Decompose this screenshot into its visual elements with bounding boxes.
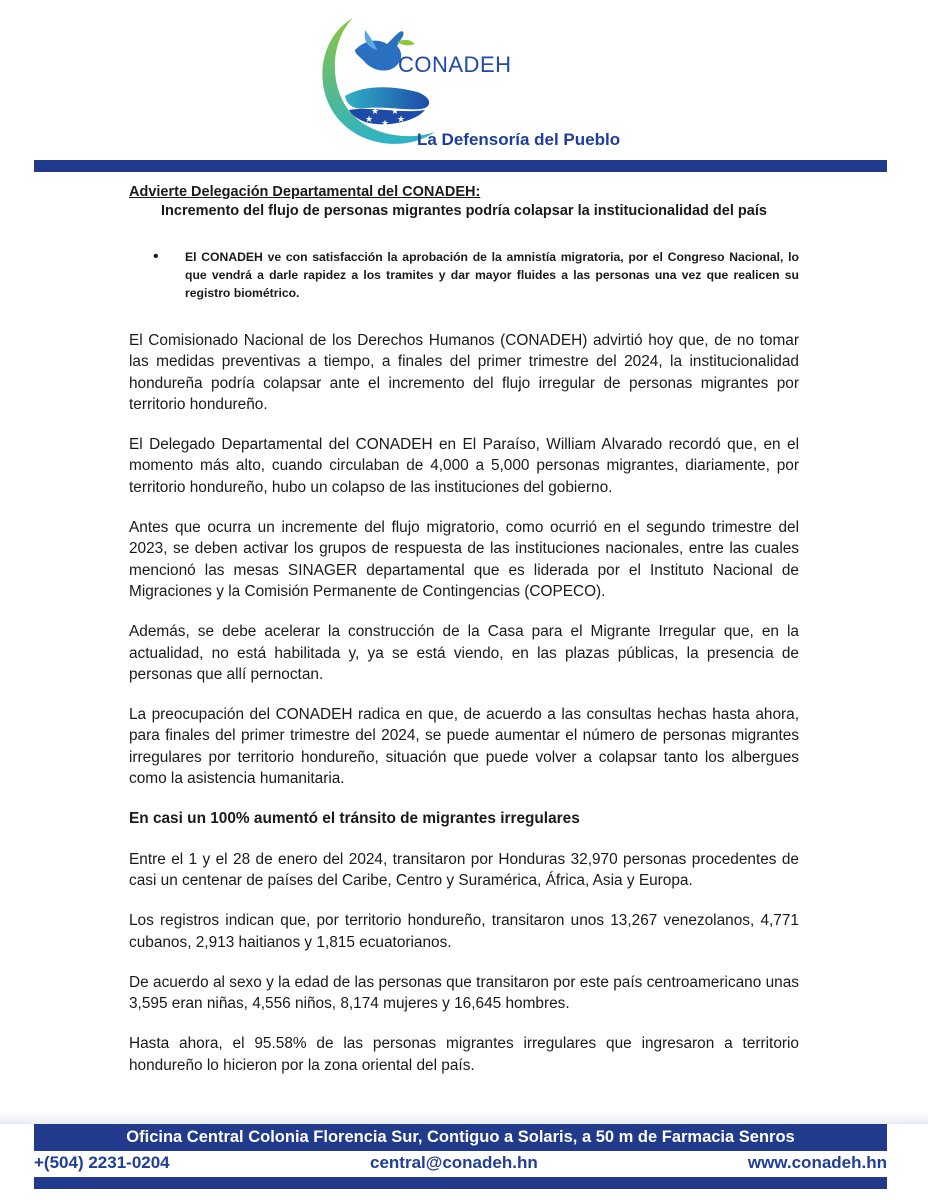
svg-text:★: ★ xyxy=(365,115,374,125)
bullet-text: El CONADEH ve con satisfacción la aprobación de la amnistía migratoria, por el Congreso Nacional, lo que vendrá a darle rapidez a los tramites y dar mayor fluides a las personas una vez que realicen su registro biométrico. xyxy=(185,250,799,300)
footer-address: Oficina Central Colonia Florencia Sur, Contiguo a Solaris, a 50 m de Farmacia Senros xyxy=(34,1124,887,1151)
bullet-icon: • xyxy=(153,248,159,265)
svg-text:★: ★ xyxy=(371,107,380,117)
footer-phone: +(504) 2231-0204 xyxy=(34,1153,170,1172)
footer-divider xyxy=(0,1112,928,1124)
paragraph: El Delegado Departamental del CONADEH en El Paraíso, William Alvarado recordó que, en el momento más alto, cuando circulaban de 4,000 a 5,000 personas migrantes, diariamente, por territorio hondureño, hubo un colapso de las instituciones del gobierno. xyxy=(129,436,799,496)
brand-name: CONADEH xyxy=(398,52,512,77)
paragraph: Los registros indican que, por territorio hondureño, transitaron unos 13,267 venezolanos, 4,771 cubanos, 2,913 haitianos y 1,815 ecuatorianos. xyxy=(129,912,799,951)
conadeh-logo xyxy=(305,10,505,150)
footer-email-link[interactable]: central@conadeh.hn xyxy=(370,1153,538,1172)
paragraph: De acuerdo al sexo y la edad de las personas que transitaron por este país centroamericano unas 3,595 eran niñas, 4,556 niños, 8,174 mujeres y 16,645 hombres. xyxy=(129,973,799,1013)
paragraph: La preocupación del CONADEH radica en que, de acuerdo a las consultas hechas hasta ahora, para finales del primer trimestre del 2024, se puede aumentar el número de personas migrantes irregulares por territorio hondureño, situación que puede volver a colapsar tanto los albergues como la asistencia humanitaria. xyxy=(129,706,799,788)
paragraph: Hasta ahora, el 95.58% de las personas migrantes irregulares que ingresaron a territorio hondureño lo hicieron por la zona oriental del país. xyxy=(129,1035,799,1074)
svg-text:★: ★ xyxy=(397,115,406,125)
brand-tagline: La Defensoría del Pueblo xyxy=(417,130,621,149)
dove-icon xyxy=(355,31,404,70)
article xyxy=(129,183,799,1076)
paragraph: Antes que ocurra un incremente del flujo migratorio, como ocurrió en el segundo trimestre del 2023, se deben activar los grupos de respuesta de las instituciones nacionales, entre las cuales mencionó las mesas SINAGER departamental que es liderada por el Instituto Nacional de Migraciones y la Comisión Permanente de Contingencias (COPECO). xyxy=(129,519,799,600)
footer-website-link[interactable]: www.conadeh.hn xyxy=(747,1153,887,1172)
header-rule xyxy=(34,160,887,172)
paragraph: Entre el 1 y el 28 de enero del 2024, transitaron por Honduras 32,970 personas procedentes de casi un centenar de países del Caribe, Centro y Suramérica, África, Asia y Europa. xyxy=(129,850,799,889)
footer-rule xyxy=(34,1177,887,1189)
svg-text:★: ★ xyxy=(381,119,390,129)
paragraph: El Comisionado Nacional de los Derechos Humanos (CONADEH) advirtió hoy que, de no tomar las medidas preventivas a tiempo, a finales del primer trimestre del 2024, la institucionalidad hondureña podría colapsar ante el incremento del flujo irregular de personas migrantes por territorio hondureño. xyxy=(129,332,799,413)
article-title: Advierte Delegación Departamental del CONADEH: xyxy=(129,184,481,200)
paragraph: Además, se debe acelerar la construcción de la Casa para el Migrante Irregular que, en la actualidad, no está habilitada y, ya se está viendo, en las plazas públicas, la presencia de personas que allí pernoctan. xyxy=(129,623,799,683)
svg-text:★: ★ xyxy=(391,107,400,117)
article-subtitle: Incremento del flujo de personas migrantes podría colapsar la institucionalidad del país xyxy=(161,203,767,219)
bullet-item xyxy=(129,248,799,302)
hand-icon xyxy=(345,87,429,109)
section-heading: En casi un 100% aumentó el tránsito de migrantes irregulares xyxy=(129,810,580,828)
